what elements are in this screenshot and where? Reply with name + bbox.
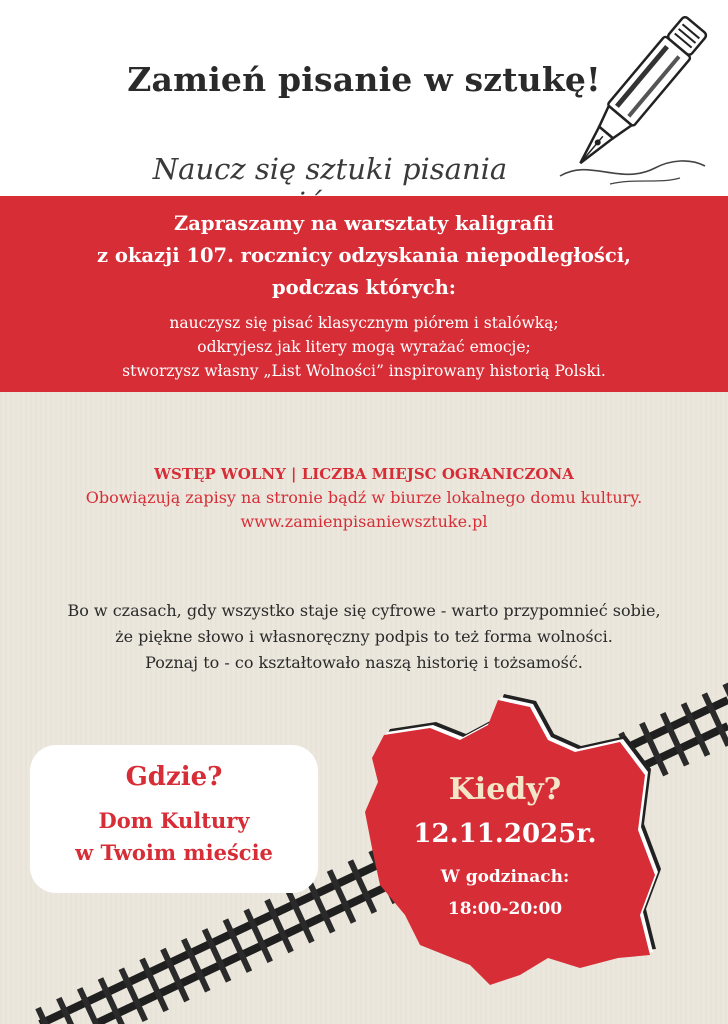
event-date: 12.11.2025r. <box>413 819 597 849</box>
page-title: Zamień pisanie w sztukę! <box>127 60 601 99</box>
invitation-line: Zapraszamy na warsztaty kaligrafii <box>173 212 555 235</box>
where-place <box>30 805 318 869</box>
where-label: Gdzie? <box>125 762 223 792</box>
when-block <box>400 770 610 922</box>
hours-label: W godzinach: <box>440 867 570 887</box>
list-item: odkryjesz jak litery mogą wyrażać emocje; <box>197 338 531 356</box>
where-place-line: w Twoim mieście <box>75 840 273 865</box>
where-place-line: Dom Kultury <box>98 808 250 833</box>
invitation-line: z okazji 107. rocznicy odzyskania niepodległości, <box>97 244 631 267</box>
list-item: stworzysz własny „List Wolności” inspirowany historią Polski. <box>122 362 606 380</box>
list-item: nauczysz się pisać klasycznym piórem i stalówką; <box>169 314 559 332</box>
invitation-line: podczas których: <box>271 276 456 299</box>
when-label: Kiedy? <box>448 772 562 807</box>
subtitle: Naucz się sztuki pisania <box>152 152 508 186</box>
quote-line: Bo w czasach, gdy wszystko staje się cyfrowe - warto przypomnieć sobie, <box>67 601 661 620</box>
website-link[interactable]: www.zamienpisaniewsztuke.pl <box>240 512 488 531</box>
quote-line: że piękne słowo i własnoręczny podpis to też forma wolności. <box>115 627 613 646</box>
registration-text: Obowiązują zapisy na stronie bądź w biurze lokalnego domu kultury. <box>85 488 643 507</box>
event-hours: 18:00-20:00 <box>447 899 563 919</box>
quote-line: Poznaj to - co kształtowało naszą historię i tożsamość. <box>145 653 583 672</box>
entry-headline: WSTĘP WOLNY | LICZBA MIEJSC OGRANICZONA <box>154 465 574 483</box>
where-card <box>30 745 318 893</box>
